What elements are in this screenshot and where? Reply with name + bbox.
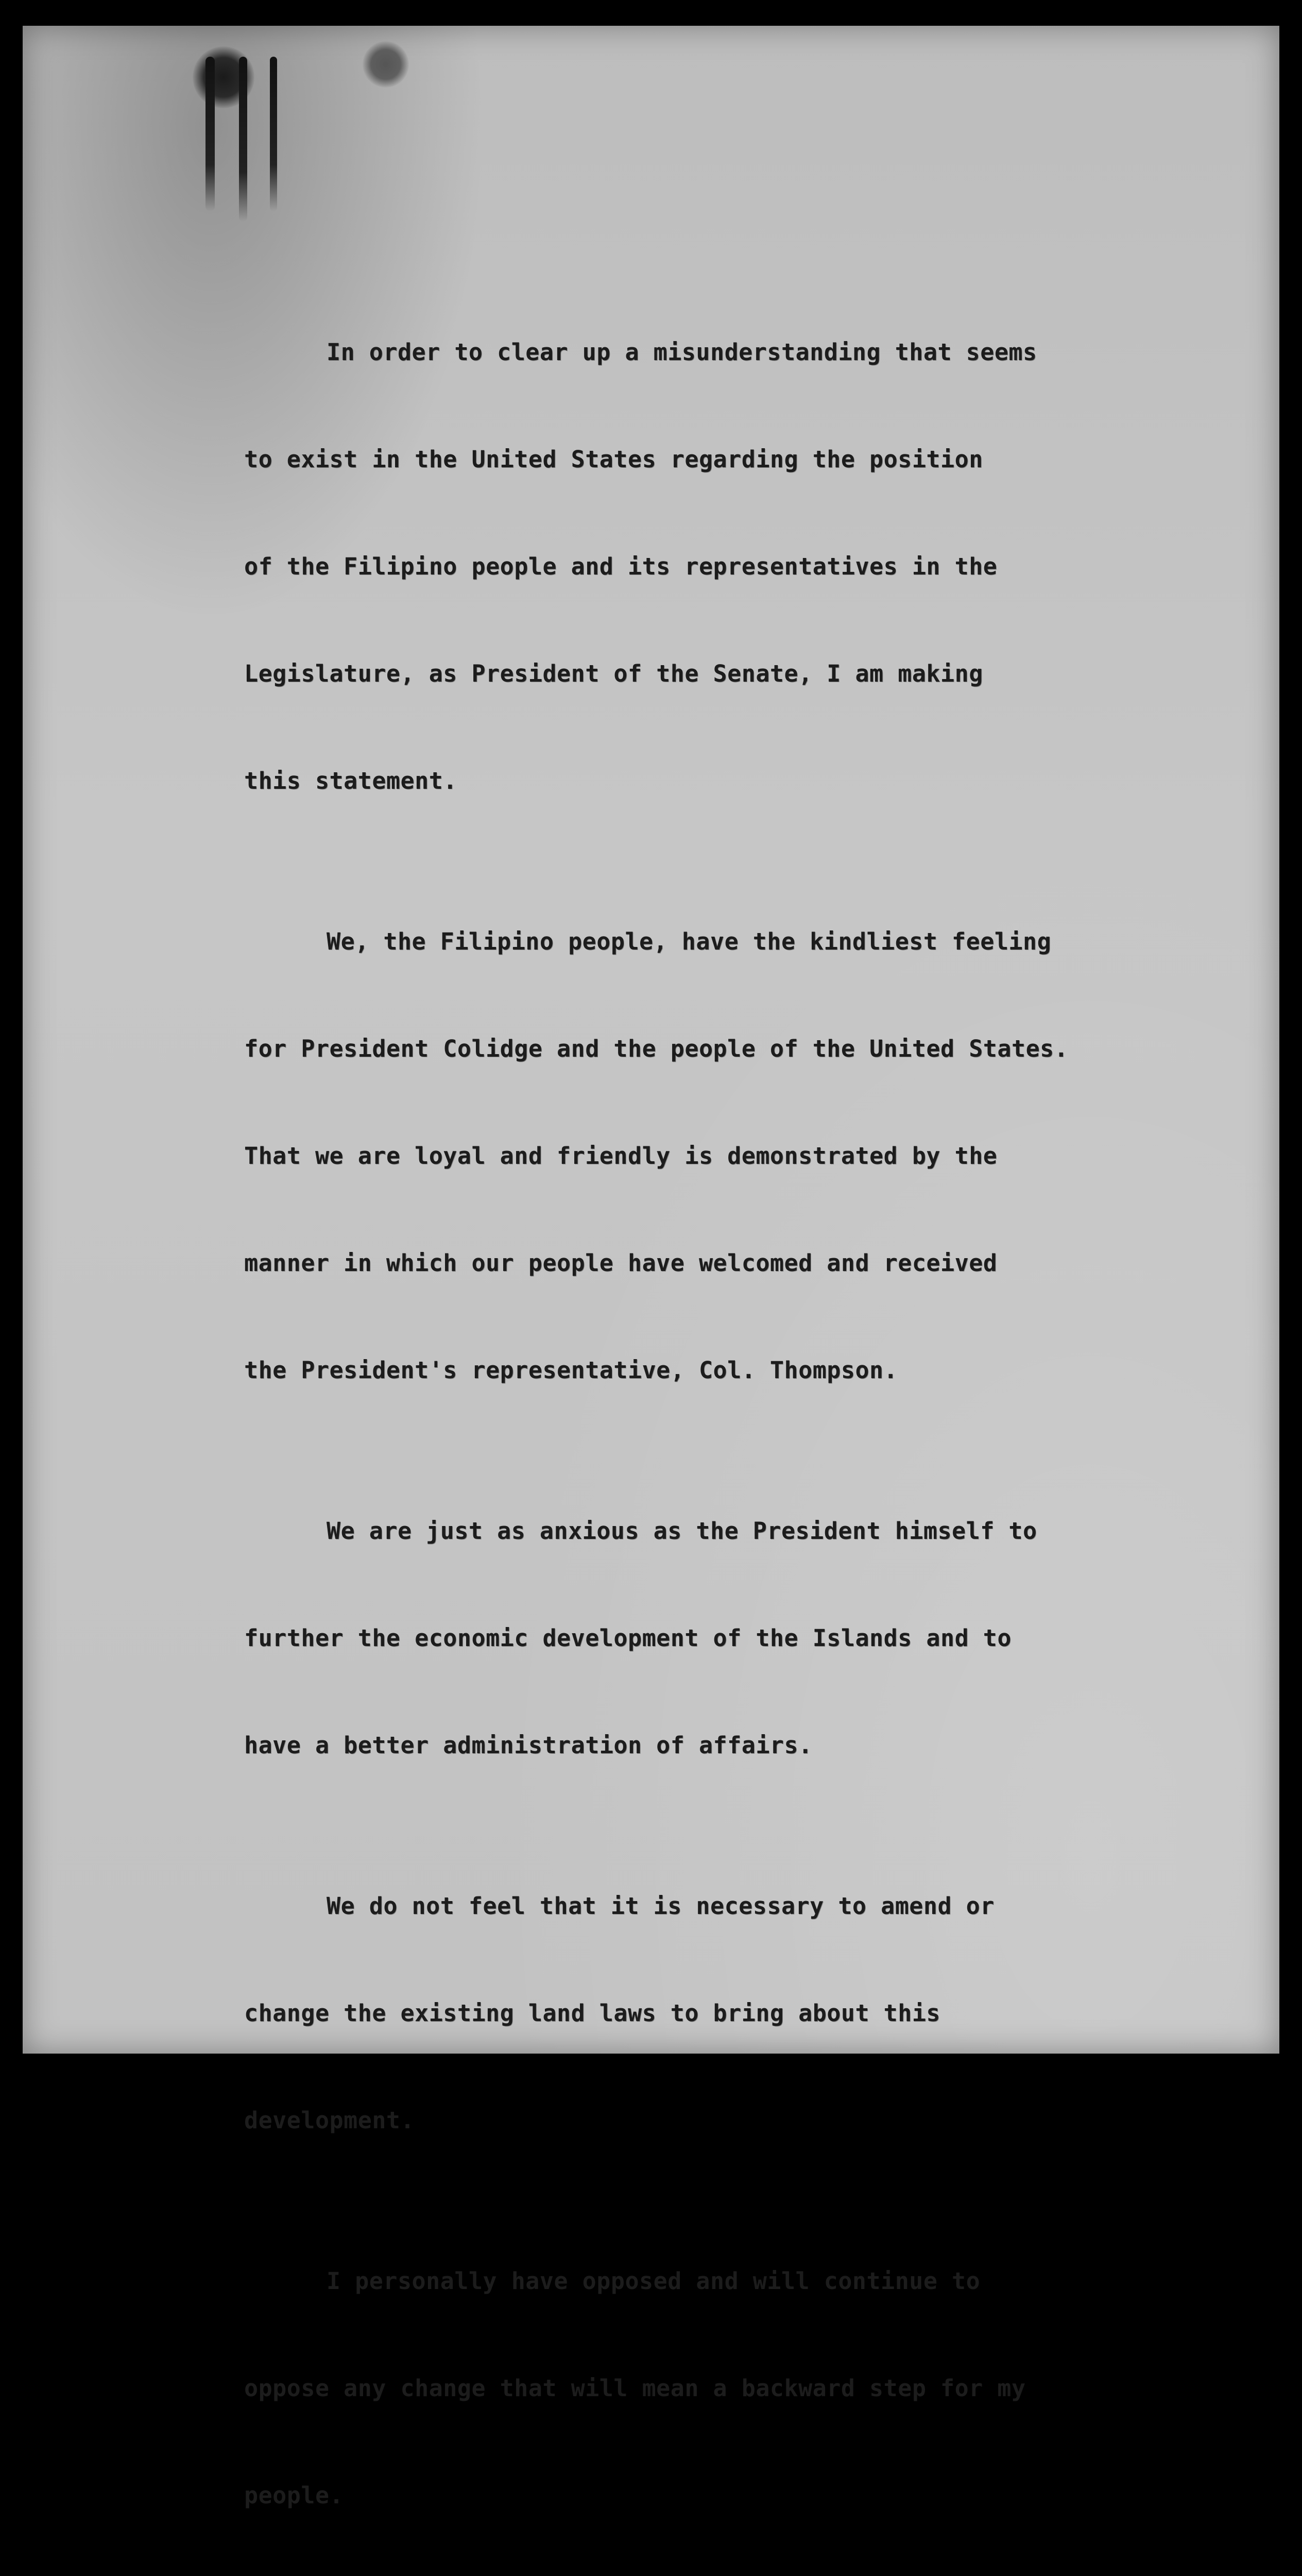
- text-line: change the existing land laws to bring about this: [244, 1999, 941, 2027]
- text-line: for President Colidge and the people of the United States.: [244, 1035, 1069, 1062]
- text-line: have a better administration of affairs.: [244, 1732, 813, 1759]
- text-line: We do not feel that it is necessary to amend or: [327, 1892, 995, 1920]
- text-line: manner in which our people have welcomed and received: [244, 1249, 998, 1277]
- paragraph-5: [244, 2201, 1171, 2576]
- ink-streak: [205, 57, 215, 211]
- text-line: the President's representative, Col. Thompson.: [244, 1357, 898, 1384]
- text-line: people.: [244, 2482, 344, 2509]
- ink-streak: [239, 57, 247, 222]
- ink-smudge: [363, 41, 409, 88]
- letter-body: [244, 272, 1171, 2576]
- text-line: In order to clear up a misunderstanding that seems: [327, 338, 1037, 366]
- paragraph-2: [244, 861, 1171, 1451]
- text-line: to exist in the United States regarding the position: [244, 446, 983, 473]
- text-line: this statement.: [244, 767, 457, 794]
- typewritten-page: [23, 26, 1279, 2509]
- text-line: development.: [244, 2107, 415, 2134]
- text-line: oppose any change that will mean a backward step for my: [244, 2375, 1026, 2402]
- text-line: Legislature, as President of the Senate, I am making: [244, 660, 983, 687]
- text-line: further the economic development of the Islands and to: [244, 1624, 1012, 1652]
- text-line: of the Filipino people and its representatives in the: [244, 553, 998, 580]
- ink-streak: [270, 57, 277, 211]
- text-line: We are just as anxious as the President himself to: [327, 1517, 1037, 1545]
- paragraph-3: [244, 1451, 1171, 1826]
- paragraph-4: [244, 1826, 1171, 2201]
- text-line: That we are loyal and friendly is demonstrated by the: [244, 1142, 998, 1170]
- paragraph-1: [244, 272, 1171, 861]
- text-line: I personally have opposed and will continue to: [327, 2267, 981, 2295]
- text-line: We, the Filipino people, have the kindliest feeling: [327, 928, 1052, 955]
